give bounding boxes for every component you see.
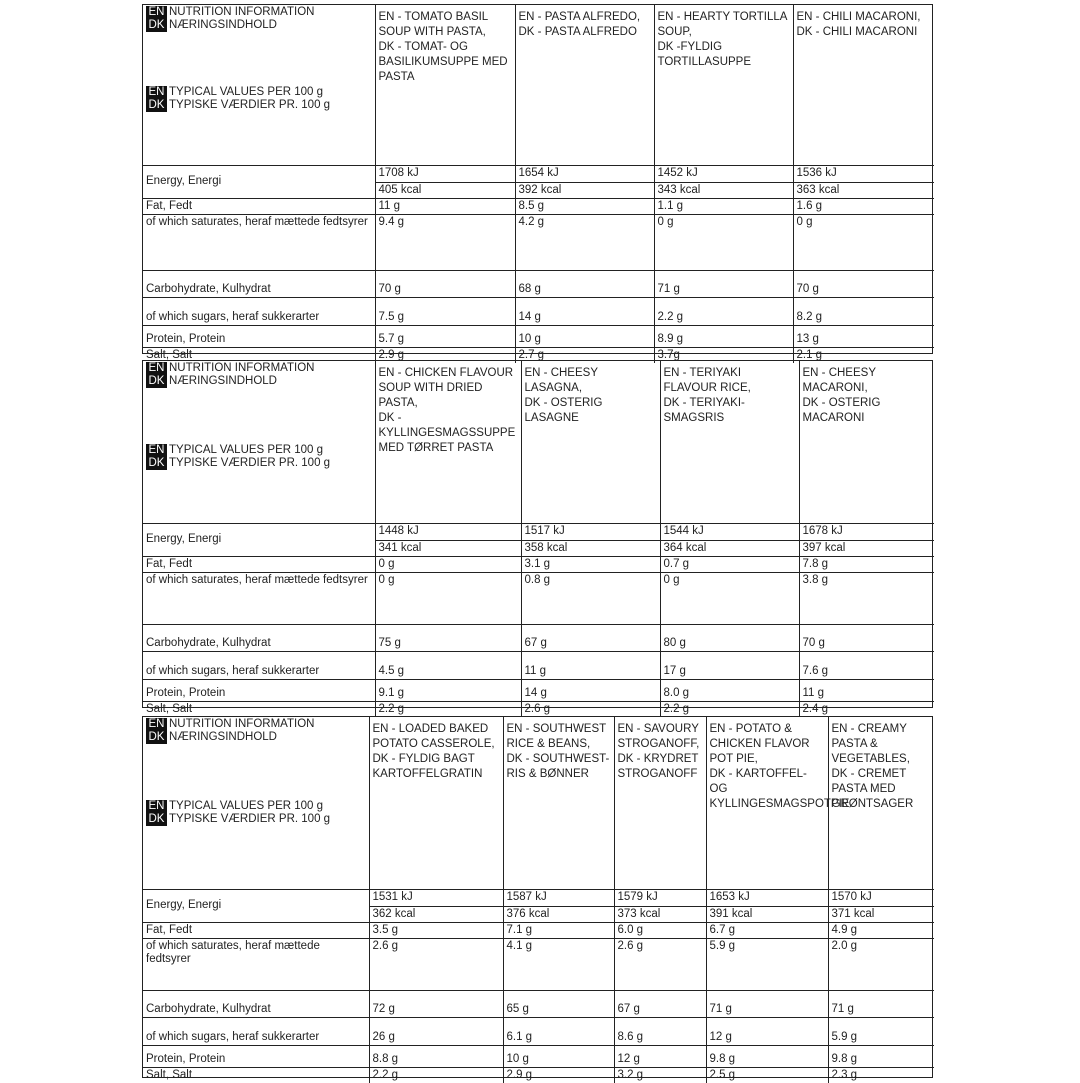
salt-value: 3.7g (654, 347, 793, 363)
salt-value: 2.6 g (521, 701, 660, 717)
nutrition-panel-2 (142, 360, 933, 715)
carbohydrate-value: 75 g (375, 624, 521, 651)
typical-values-heading: EN TYPICAL VALUES PER 100 g DK TYPISKE VÆRDIER PR. 100 g (146, 444, 330, 470)
protein-value: 8.0 g (660, 679, 799, 701)
product-name: EN - TERIYAKI FLAVOUR RICE, DK - TERIYAKI-SMAGSRIS (660, 361, 799, 523)
fat-value: 7.1 g (503, 922, 614, 938)
fat-label: Fat, Fedt (143, 922, 369, 938)
typical-values-heading: EN TYPICAL VALUES PER 100 g DK TYPISKE VÆRDIER PR. 100 g (146, 86, 330, 112)
protein-label: Protein, Protein (143, 1045, 369, 1067)
energy-kj-value: 1452 kJ (654, 165, 793, 182)
product-name: EN - POTATO & CHICKEN FLAVOR POT PIE, DK - KARTOFFEL- OG KYLLINGESMAGSPOTPIE (706, 717, 828, 889)
nutrition-panel-1 (142, 4, 933, 361)
salt-value: 2.9 g (503, 1067, 614, 1083)
salt-value: 2.2 g (375, 701, 521, 717)
saturates-value: 0.8 g (521, 572, 660, 624)
table-header-cell (143, 717, 369, 889)
nutrition-info-heading: EN NUTRITION INFORMATION DK NÆRINGSINDHOLD (146, 362, 314, 388)
fat-value: 0.7 g (660, 556, 799, 572)
energy-kcal-value: 364 kcal (660, 540, 799, 556)
product-name: EN - SOUTHWEST RICE & BEANS, DK - SOUTHWEST-RIS & BØNNER (503, 717, 614, 889)
saturates-value: 3.8 g (799, 572, 934, 624)
protein-value: 9.1 g (375, 679, 521, 701)
carbohydrate-value: 71 g (654, 270, 793, 297)
protein-value: 9.8 g (828, 1045, 934, 1067)
sugars-value: 4.5 g (375, 651, 521, 679)
product-name: EN - CHICKEN FLAVOUR SOUP WITH DRIED PASTA, DK - KYLLINGESMAGSSUPPE MED TØRRET PASTA (375, 361, 521, 523)
saturates-label: of which saturates, heraf mættede fedtsyrer (143, 214, 375, 270)
sugars-value: 5.9 g (828, 1017, 934, 1045)
sugars-value: 7.5 g (375, 297, 515, 325)
sugars-value: 8.6 g (614, 1017, 706, 1045)
protein-value: 10 g (515, 325, 654, 347)
saturates-value: 9.4 g (375, 214, 515, 270)
fat-value: 3.1 g (521, 556, 660, 572)
carbohydrate-label: Carbohydrate, Kulhydrat (143, 624, 375, 651)
salt-value: 2.7 g (515, 347, 654, 363)
protein-value: 14 g (521, 679, 660, 701)
carbohydrate-value: 70 g (375, 270, 515, 297)
protein-value: 12 g (614, 1045, 706, 1067)
salt-value: 2.5 g (706, 1067, 828, 1083)
energy-kcal-value: 373 kcal (614, 906, 706, 922)
salt-value: 2.4 g (799, 701, 934, 717)
energy-kj-value: 1678 kJ (799, 523, 934, 540)
carbohydrate-value: 65 g (503, 990, 614, 1017)
energy-kcal-value: 362 kcal (369, 906, 503, 922)
saturates-value: 2.0 g (828, 938, 934, 990)
energy-kj-value: 1448 kJ (375, 523, 521, 540)
saturates-value: 5.9 g (706, 938, 828, 990)
dk-tag: DK (146, 19, 167, 32)
fat-value: 6.7 g (706, 922, 828, 938)
fat-value: 0 g (375, 556, 521, 572)
product-name: EN - CHEESY LASAGNA, DK - OSTERIG LASAGNE (521, 361, 660, 523)
salt-value: 2.3 g (828, 1067, 934, 1083)
fat-value: 3.5 g (369, 922, 503, 938)
protein-label: Protein, Protein (143, 325, 375, 347)
sugars-value: 26 g (369, 1017, 503, 1045)
saturates-value: 4.2 g (515, 214, 654, 270)
energy-kj-value: 1708 kJ (375, 165, 515, 182)
energy-label: Energy, Energi (143, 523, 375, 556)
protein-value: 13 g (793, 325, 934, 347)
carbohydrate-value: 72 g (369, 990, 503, 1017)
saturates-value: 0 g (654, 214, 793, 270)
carbohydrate-value: 67 g (521, 624, 660, 651)
energy-kj-value: 1653 kJ (706, 889, 828, 906)
energy-kcal-value: 343 kcal (654, 182, 793, 198)
sugars-value: 11 g (521, 651, 660, 679)
protein-value: 11 g (799, 679, 934, 701)
sugars-value: 14 g (515, 297, 654, 325)
energy-kj-value: 1654 kJ (515, 165, 654, 182)
saturates-value: 4.1 g (503, 938, 614, 990)
saturates-value: 0 g (375, 572, 521, 624)
carbohydrate-value: 71 g (706, 990, 828, 1017)
protein-value: 8.8 g (369, 1045, 503, 1067)
energy-kcal-value: 371 kcal (828, 906, 934, 922)
product-name: EN - CHEESY MACARONI, DK - OSTERIG MACARONI (799, 361, 934, 523)
sugars-value: 8.2 g (793, 297, 934, 325)
salt-label: Salt, Salt (143, 347, 375, 363)
fat-value: 6.0 g (614, 922, 706, 938)
saturates-value: 0 g (660, 572, 799, 624)
nutrition-info-heading: EN NUTRITION INFORMATION DK NÆRINGSINDHOLD (146, 718, 314, 744)
product-name: EN - PASTA ALFREDO, DK - PASTA ALFREDO (515, 5, 654, 165)
sugars-value: 12 g (706, 1017, 828, 1045)
protein-value: 5.7 g (375, 325, 515, 347)
energy-kj-value: 1544 kJ (660, 523, 799, 540)
carbohydrate-label: Carbohydrate, Kulhydrat (143, 270, 375, 297)
carbohydrate-value: 80 g (660, 624, 799, 651)
fat-value: 8.5 g (515, 198, 654, 214)
fat-value: 1.1 g (654, 198, 793, 214)
energy-kcal-value: 392 kcal (515, 182, 654, 198)
product-name: EN - HEARTY TORTILLA SOUP, DK -FYLDIG TORTILLASUPPE (654, 5, 793, 165)
energy-kj-value: 1587 kJ (503, 889, 614, 906)
saturates-value: 2.6 g (369, 938, 503, 990)
fat-label: Fat, Fedt (143, 556, 375, 572)
energy-kcal-value: 363 kcal (793, 182, 934, 198)
salt-value: 2.1 g (793, 347, 934, 363)
saturates-label: of which saturates, heraf mættede fedtsyrer (143, 572, 375, 624)
nutrition-panel-3 (142, 716, 933, 1081)
nutrition-table-1 (143, 5, 934, 363)
sugars-value: 6.1 g (503, 1017, 614, 1045)
energy-label: Energy, Energi (143, 165, 375, 198)
energy-kcal-value: 397 kcal (799, 540, 934, 556)
product-name: EN - CREAMY PASTA & VEGETABLES, DK - CREMET PASTA MED GRØNTSAGER (828, 717, 934, 889)
carbohydrate-value: 67 g (614, 990, 706, 1017)
energy-kj-value: 1536 kJ (793, 165, 934, 182)
fat-value: 1.6 g (793, 198, 934, 214)
salt-label: Salt, Salt (143, 701, 375, 717)
energy-kcal-value: 391 kcal (706, 906, 828, 922)
table-header-cell (143, 5, 375, 165)
salt-value: 2.2 g (660, 701, 799, 717)
carbohydrate-value: 68 g (515, 270, 654, 297)
salt-value: 2.9 g (375, 347, 515, 363)
fat-value: 4.9 g (828, 922, 934, 938)
fat-value: 11 g (375, 198, 515, 214)
product-name: EN - SAVOURY STROGANOFF, DK - KRYDRET STROGANOFF (614, 717, 706, 889)
energy-kj-value: 1517 kJ (521, 523, 660, 540)
sugars-label: of which sugars, heraf sukkerarter (143, 297, 375, 325)
sugars-value: 2.2 g (654, 297, 793, 325)
carbohydrate-label: Carbohydrate, Kulhydrat (143, 990, 369, 1017)
energy-kj-value: 1531 kJ (369, 889, 503, 906)
sugars-label: of which sugars, heraf sukkerarter (143, 651, 375, 679)
sugars-value: 17 g (660, 651, 799, 679)
protein-value: 10 g (503, 1045, 614, 1067)
energy-kcal-value: 376 kcal (503, 906, 614, 922)
energy-kj-value: 1570 kJ (828, 889, 934, 906)
sugars-label: of which sugars, heraf sukkerarter (143, 1017, 369, 1045)
product-name: EN - TOMATO BASIL SOUP WITH PASTA, DK - TOMAT- OG BASILIKUMSUPPE MED PASTA (375, 5, 515, 165)
saturates-value: 2.6 g (614, 938, 706, 990)
nutrition-table-3 (143, 717, 934, 1083)
nutrition-table-2 (143, 361, 934, 717)
protein-value: 9.8 g (706, 1045, 828, 1067)
en-tag: EN (146, 6, 167, 19)
saturates-value: 0 g (793, 214, 934, 270)
protein-value: 8.9 g (654, 325, 793, 347)
salt-value: 3.2 g (614, 1067, 706, 1083)
carbohydrate-value: 70 g (793, 270, 934, 297)
fat-value: 7.8 g (799, 556, 934, 572)
salt-value: 2.2 g (369, 1067, 503, 1083)
carbohydrate-value: 71 g (828, 990, 934, 1017)
carbohydrate-value: 70 g (799, 624, 934, 651)
product-name: EN - CHILI MACARONI, DK - CHILI MACARONI (793, 5, 934, 165)
protein-label: Protein, Protein (143, 679, 375, 701)
typical-values-heading: EN TYPICAL VALUES PER 100 g DK TYPISKE VÆRDIER PR. 100 g (146, 800, 330, 826)
energy-label: Energy, Energi (143, 889, 369, 922)
energy-kcal-value: 405 kcal (375, 182, 515, 198)
sugars-value: 7.6 g (799, 651, 934, 679)
saturates-label: of which saturates, heraf mættede fedtsyrer (143, 938, 369, 990)
table-header-cell (143, 361, 375, 523)
product-name: EN - LOADED BAKED POTATO CASSEROLE, DK - FYLDIG BAGT KARTOFFELGRATIN (369, 717, 503, 889)
energy-kcal-value: 358 kcal (521, 540, 660, 556)
nutrition-info-heading: EN NUTRITION INFORMATION DK NÆRINGSINDHOLD (146, 6, 314, 32)
salt-label: Salt, Salt (143, 1067, 369, 1083)
energy-kj-value: 1579 kJ (614, 889, 706, 906)
fat-label: Fat, Fedt (143, 198, 375, 214)
energy-kcal-value: 341 kcal (375, 540, 521, 556)
